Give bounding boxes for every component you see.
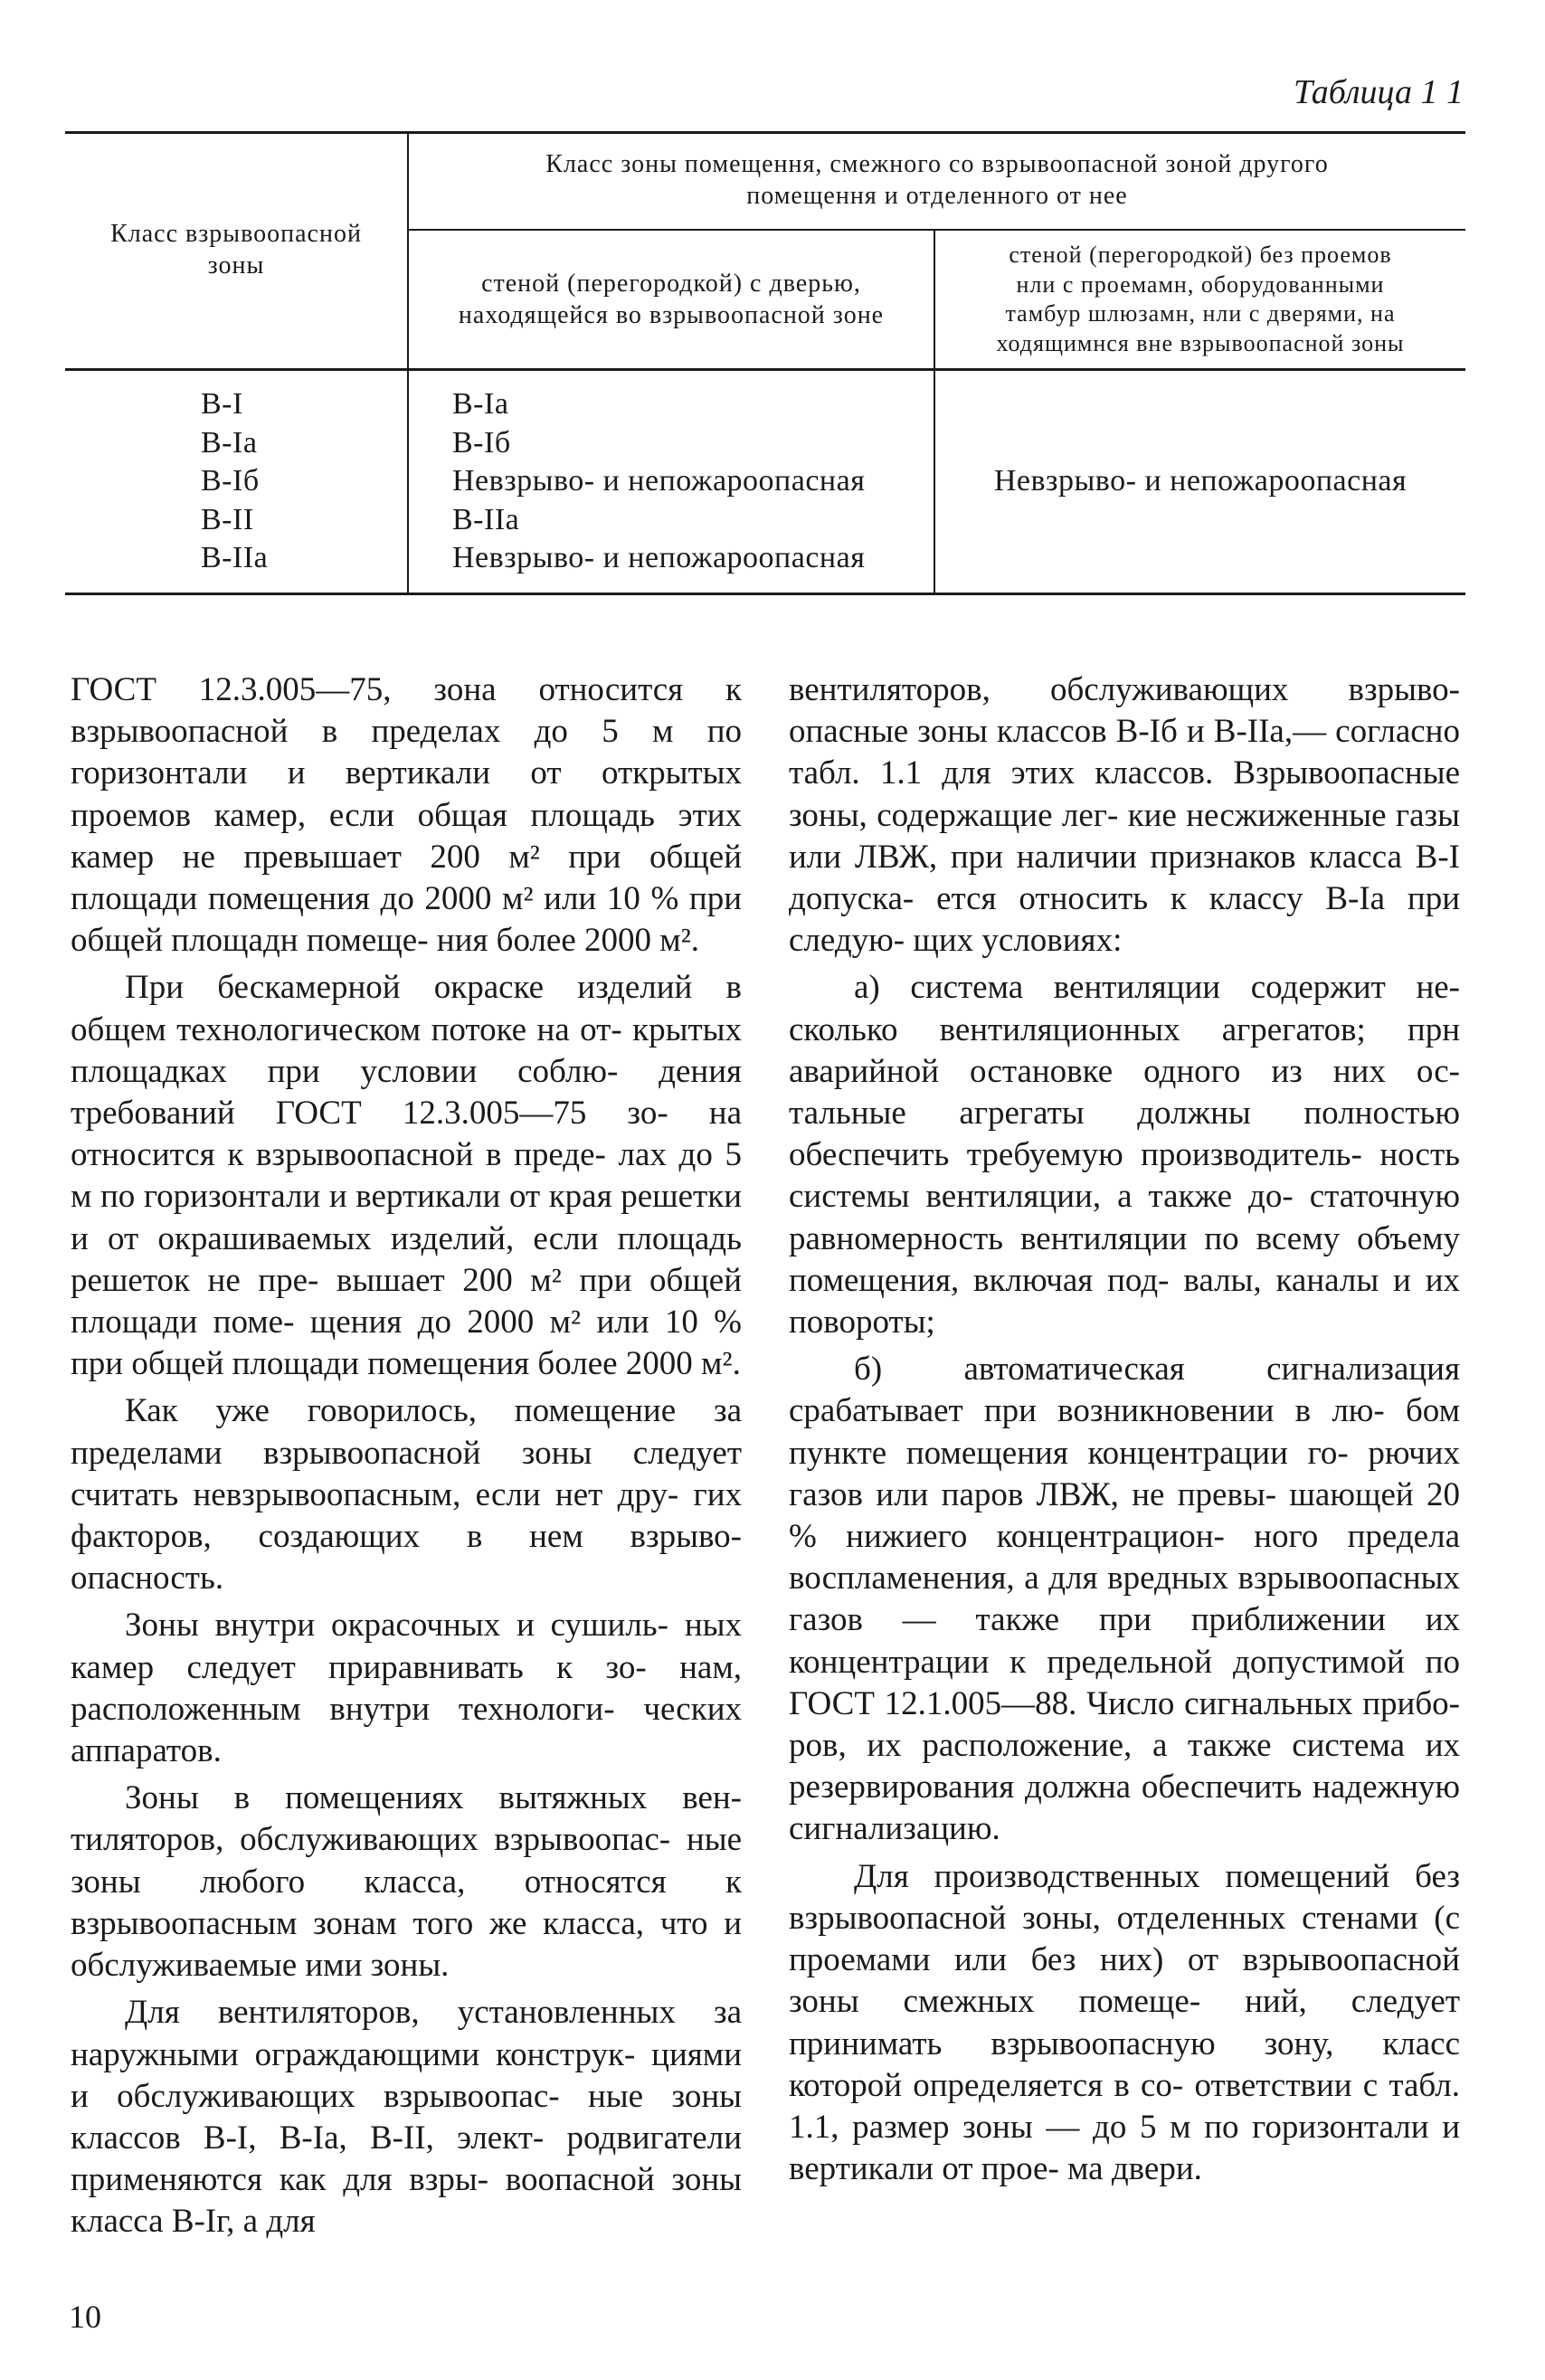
left-paragraph-1: ГОСТ 12.3.005—75, зона относится к взрывоопасной в пределах до 5 м по горизонтали и вертикали от открытых проемов камер, если общая площадь этих камер не превышает 200 м² при общей площади помещения до 2000 м² или 10 % при общей площадн помеще- ния более 2000 м². — [71, 671, 742, 960]
header-wall-with-door: стеной (перегородкой) с дверью, находящейся во взрывоопасной зоне — [458, 270, 885, 329]
left-paragraph-4: Зоны внутри окрасочных и сушиль- ных камер следует приравнивать к зо- нам, расположенным внутри технологи- ческих аппаратов. — [71, 1607, 743, 1770]
zone-class-list: В-I В-Iа В-Iб В-II В-IIа — [201, 387, 269, 575]
right-paragraph-1: вентиляторов, обслуживающих взрыво- опасные зоны классов В-Iб и В-IIа,— согласно табл. 1.1 для этих классов. Взрывоопасные зоны, содержащие лег- кие несжиженные газы или ЛВЖ, при наличии признаков класса В-I допуска- ется относить к классу В-Iа при следую- щих условиях: — [789, 671, 1461, 960]
header-wall-without-openings: стеной (перегородкой) без проемов нли с проемамн, оборудованными тамбур шлюзамн, нли с дверями, на ходящимнся вне взрывоопасной зоны — [996, 242, 1405, 356]
right-column — [789, 669, 1460, 2195]
left-paragraph-5: Зоны в помещениях вытяжных вен- тиляторов, обслуживающих взрывоопас- ные зоны любого класса, относятся к взрывоопасным зонам того же класса, что и обслуживаемые ими зоны. — [71, 1779, 742, 1985]
header-adjacent-class: Класс зоны помещення, смежного со взрывоопасной зоной другого помещення и отделенного от нее — [545, 150, 1329, 210]
left-column — [71, 669, 742, 2249]
right-paragraph-3: б) автоматическая сигнализация срабатывает при возникновении в лю- бом пункте помещения концентрации го- рючих газов или паров ЛВЖ, не превы- шающей 20 % нижиего концентрацион- ного предела воспламенения, а для вредных взрывоопасных газов — также при приближении их концентрации к предельной допустимой по ГОСТ 12.1.005—88. Число сигнальных прибо- ров, их расположение, а также система их резервирования должна обеспечить надежную сигнализацию. — [789, 1351, 1461, 1848]
left-paragraph-3: Как уже говорилось, помещение за пределами взрывоопасной зоны следует считать невзрывоопасным, если нет дру- гих факторов, создающих в нем взрыво- опасность. — [71, 1392, 742, 1598]
left-paragraph-2: При бескамерной окраске изделий в общем технологическом потоке на от- крытых площадках при условии соблю- дения требований ГОСТ 12.3.005—75 зо- на относится к взрывоопасной в преде- лах до 5 м по горизонтали и вертикали от края решетки и от окрашиваемых изделий, если площадь решеток не пре- вышает 200 м² при общей площади поме- щения до 2000 м² или 10 % при общей площади помещения более 2000 м². — [71, 969, 743, 1383]
door-zone-class-list: В-Iа В-Iб Невзрыво- и непожароопасная В-IIа Невзрыво- и непожароопасная — [452, 387, 866, 575]
right-paragraph-4: Для производственных помещений без взрывоопасной зоны, отделенных стенами (с проемами или без них) от взрывоопасной зоны смежных помеще- ний, следует принимать взрывоопасную зону, класс которой определяется в со- ответствии с табл. 1.1, размер зоны — до 5 м по горизонтали и вертикали от прое- ма двери. — [789, 1857, 1461, 2188]
zone-class-table — [65, 131, 1465, 597]
no-openings-zone-class: Невзрыво- и непожароопасная — [993, 464, 1408, 498]
table-rule-bottom — [65, 593, 1465, 595]
left-paragraph-6: Для вентиляторов, установленных за наружными ограждающими конструк- циями и обслуживающих взрывоопас- ные зоны классов В-I, В-Iа, В-II, элект- родвигатели применяются как для взры- воопасной зоны класса В-Iг, а для — [71, 1994, 743, 2241]
page-number: 10 — [69, 2299, 101, 2335]
right-paragraph-2: а) система вентиляции содержит не- сколько вентиляционных агрегатов; прн аварийной остановке одного из них ос- тальные агрегаты должны полностью обеспечить требуемую производитель- ность системы вентиляции, а также до- статочную равномерность вентиляции по всему объему помещения, включая под- валы, каналы и их повороты; — [789, 969, 1461, 1342]
table-caption: Таблица 1 1 — [1294, 73, 1464, 111]
header-zone-class: Класс взрывоопасной зоны — [110, 220, 362, 280]
